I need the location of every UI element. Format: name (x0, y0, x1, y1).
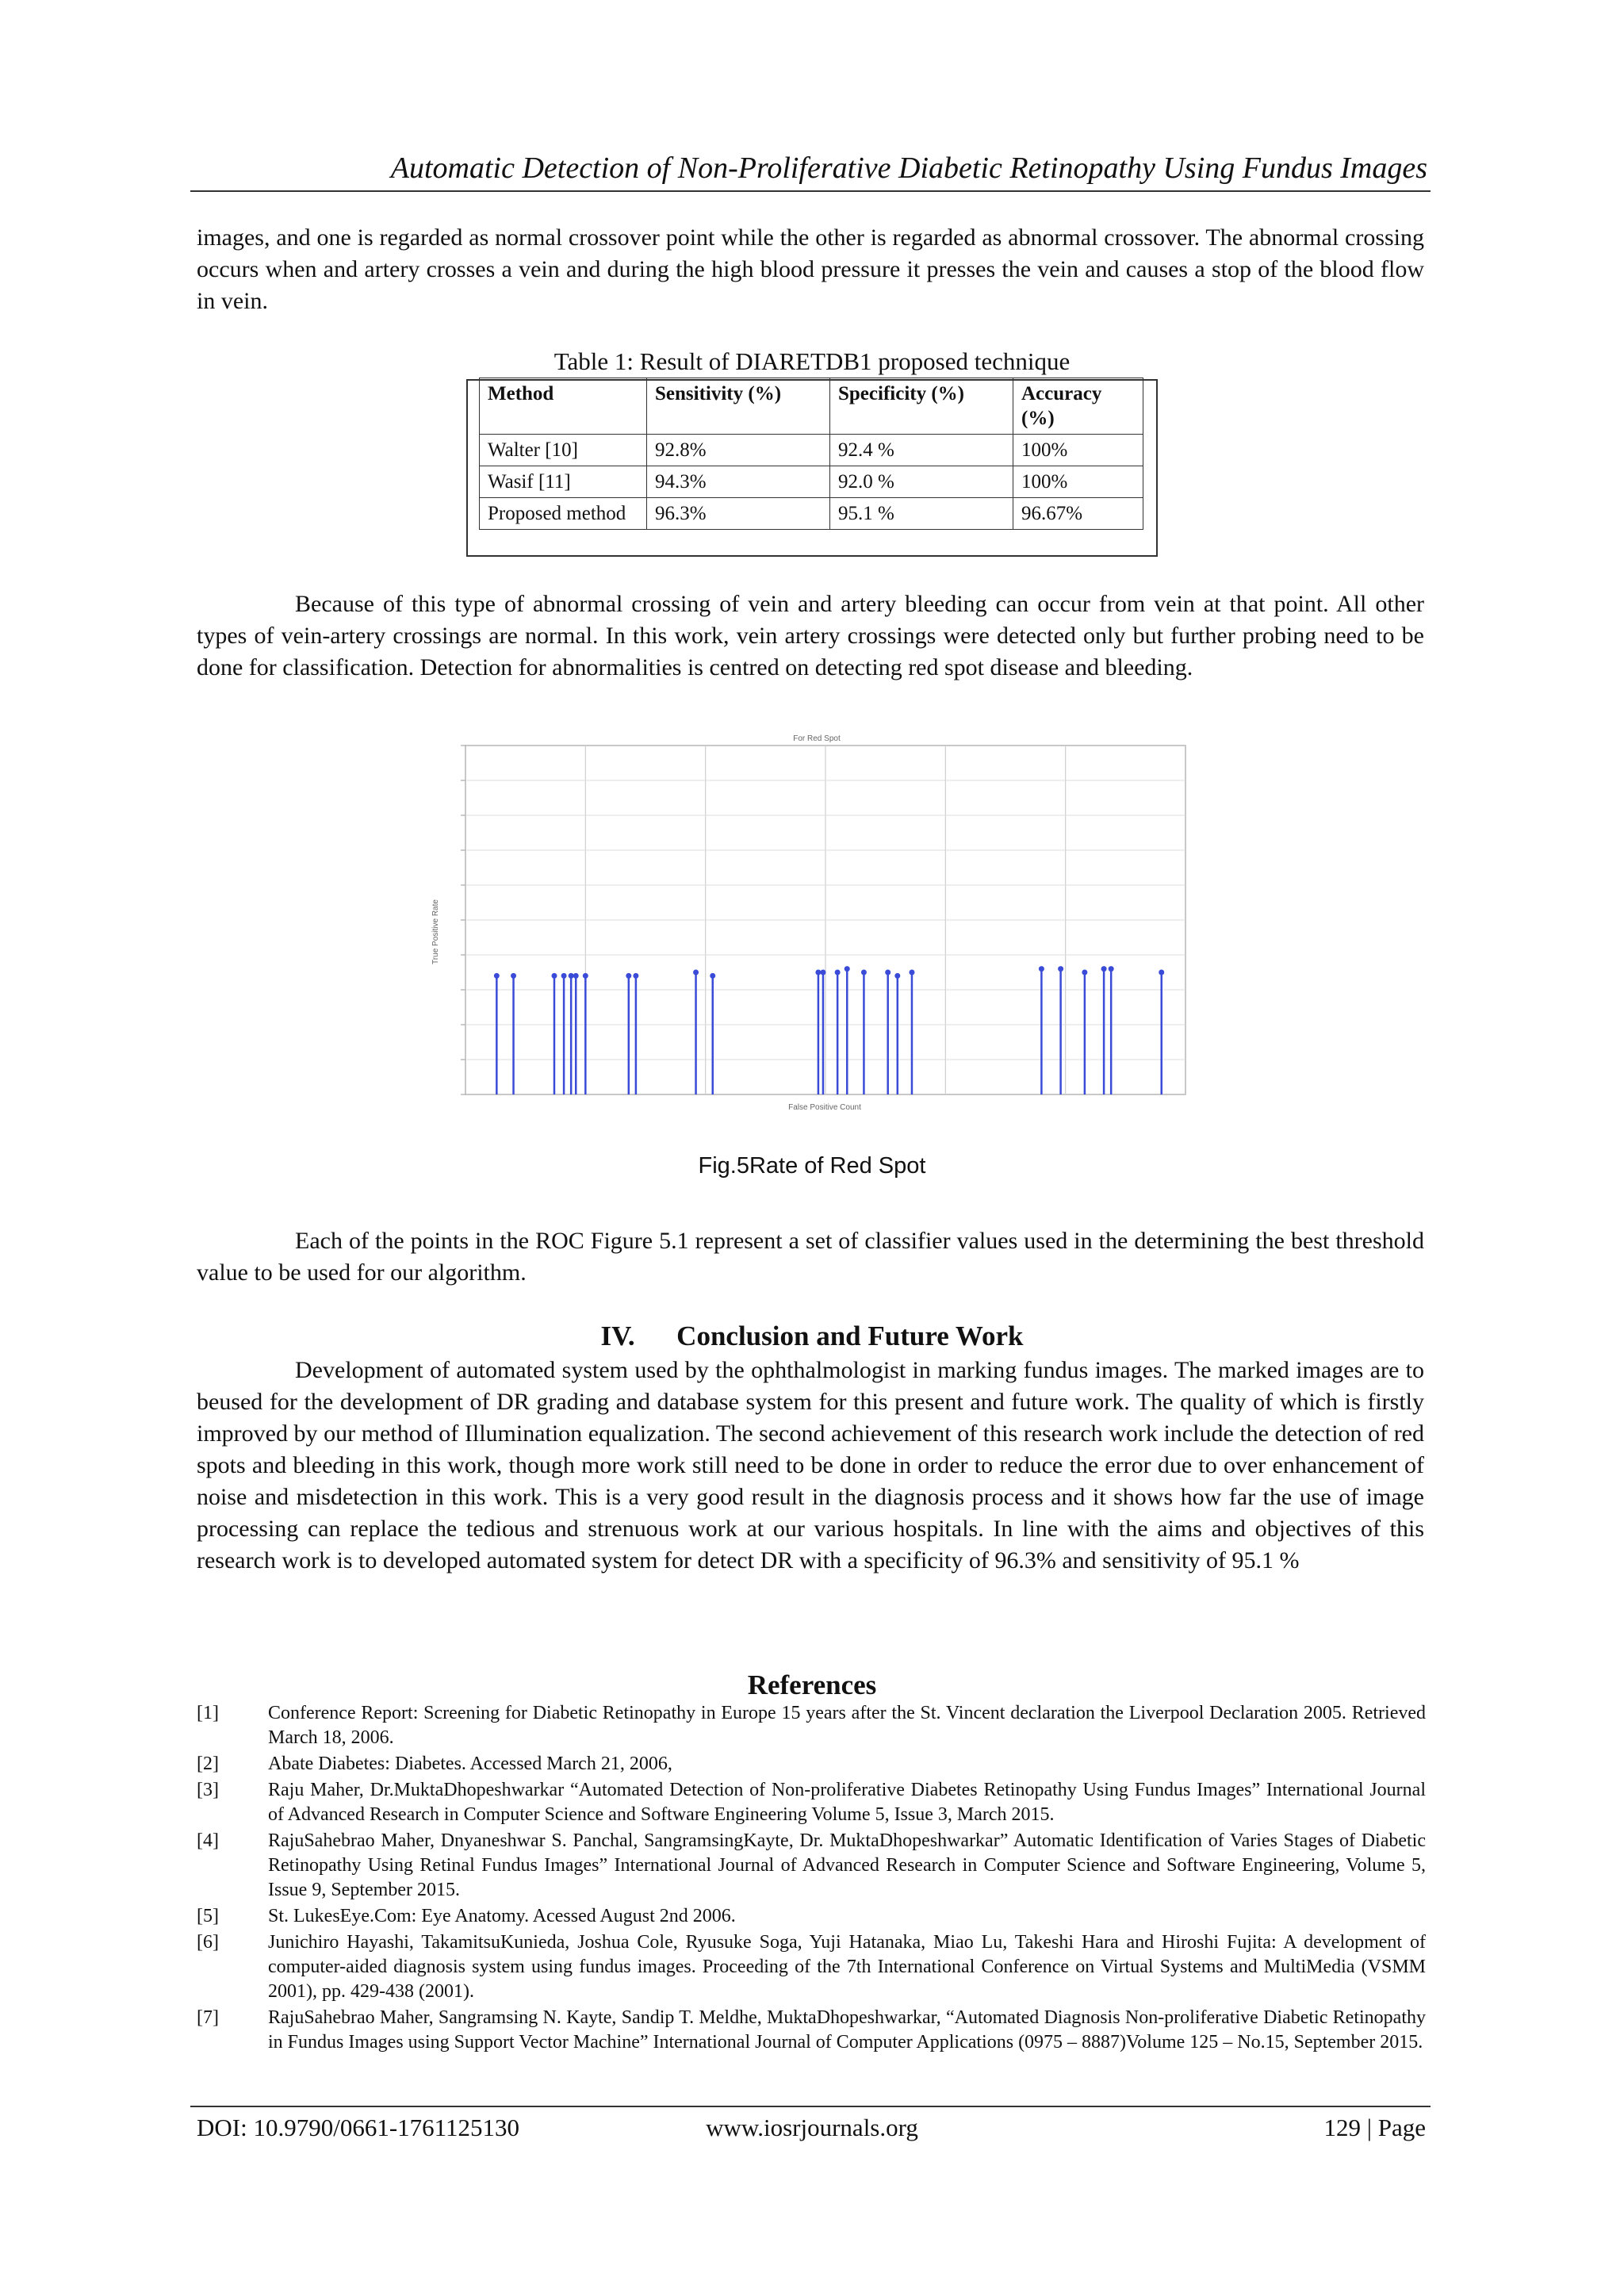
paragraph-3 (197, 1225, 1424, 1289)
bar-marker (626, 973, 631, 979)
reference-text: RajuSahebrao Maher, Dnyaneshwar S. Panchal, SangramsingKayte, Dr. MuktaDhopeshwarkar” Automatic Identification of Varies Stages of Diabetic Retinopathy Using Retinal Fundus Images” International Journal of Advanced Research in Computer Science and Software Engineering, Volume 5, Issue 9, September 2015. (268, 1830, 1426, 1900)
bar-marker (569, 973, 574, 979)
reference-item (197, 1778, 1426, 1827)
footer-rule (190, 2106, 1431, 2107)
header-rule (190, 190, 1431, 192)
reference-text: Junichiro Hayashi, TakamitsuKunieda, Joshua Cole, Ryusuke Soga, Yuji Hatanaka, Miao Lu, Takeshi Hara and Hiroshi Fujita: A development of computer-aided diagnosis system using fundus images. Proceeding of the 7th International Conference on Virtual Systems and MultiMedia (VSMM 2001), pp. 429-438 (2001). (268, 1932, 1426, 2002)
bar-marker (894, 973, 900, 979)
red-spot-chart (420, 730, 1205, 1122)
table-header-cell: Specificity (%) (830, 378, 1013, 435)
bar-marker (583, 973, 588, 979)
paragraph-3-text: Each of the points in the ROC Figure 5.1 represent a set of classifier values used in the determining the best threshold value to be used for our algorithm. (197, 1228, 1424, 1286)
table-cell: Proposed method (480, 498, 647, 530)
table-cell: 100% (1013, 435, 1143, 466)
bar-marker (561, 973, 567, 979)
table-cell: 95.1 % (830, 498, 1013, 530)
figure-caption: Fig.5Rate of Red Spot (698, 1153, 926, 1179)
bar-marker (511, 973, 516, 979)
table-cell: 100% (1013, 466, 1143, 498)
bar-marker (861, 970, 867, 976)
table-cell: 92.0 % (830, 466, 1013, 498)
paragraph-4-text: Development of automated system used by the ophthalmologist in marking fundus images. The marked images are to beused for the development of DR grading and database system for this present and future work. The quality of which is firstly improved by our method of Illumination equalization. The second achievement of this research work include the detection of red spots and bleeding in this work, though more work still need to be done in order to reduce the error due to over enhancement of noise and misdetection in this work. This is a very good result in the diagnosis process and it shows how far the use of image processing can replace the tedious and strenuous work at our various hospitals. In line with the aims and objectives of this research work is to developed automated system for detect DR with a specificity of 96.3% and sensitivity of 95.1 % (197, 1357, 1424, 1573)
reference-number: [3] (197, 1780, 219, 1800)
chart-title: For Red Spot (793, 734, 841, 743)
reference-item (197, 1701, 1426, 1750)
table-header-cell: Accuracy (%) (1013, 378, 1143, 435)
table-header-cell: Sensitivity (%) (647, 378, 830, 435)
bar-marker (835, 970, 841, 976)
reference-text: RajuSahebrao Maher, Sangramsing N. Kayte, Sandip T. Meldhe, MuktaDhopeshwarkar, “Automated Diagnosis Non-proliferative Diabetic Retinopathy in Fundus Images using Support Vector Machine” International Journal of Computer Applications (0975 – 8887)Volume 125 – No.15, September 2015. (268, 2007, 1426, 2053)
bar-marker (1082, 970, 1087, 976)
bar-marker (710, 973, 715, 979)
table-cell: 94.3% (647, 466, 830, 498)
bar-marker (845, 966, 850, 972)
paragraph-2 (197, 588, 1424, 684)
table-cell: 96.67% (1013, 498, 1143, 530)
bar-marker (551, 973, 557, 979)
bar-marker (1159, 970, 1164, 976)
footer-page-number: 129 | Page (1323, 2114, 1426, 2141)
running-header: Automatic Detection of Non-Proliferative Diabetic Retinopathy Using Fundus Images (390, 151, 1427, 185)
paragraph-1-text: images, and one is regarded as normal crossover point while the other is regarded as abnormal crossover. The abnormal crossing occurs when and artery crosses a vein and during the high blood pressure it presses the vein and causes a stop of the blood flow in vein. (197, 224, 1424, 314)
table-header-cell: Method (480, 378, 647, 435)
reference-item (197, 1904, 1426, 1929)
table-cell: 92.8% (647, 435, 830, 466)
bar-marker (573, 973, 579, 979)
reference-item (197, 1752, 1426, 1777)
reference-number: [7] (197, 2007, 219, 2028)
reference-list (197, 1701, 1426, 2056)
bar-marker (815, 970, 821, 976)
results-table (479, 378, 1143, 530)
reference-number: [6] (197, 1932, 219, 1953)
table-cell: 92.4 % (830, 435, 1013, 466)
table-header-row (480, 378, 1143, 435)
reference-item (197, 2006, 1426, 2055)
paragraph-2-text: Because of this type of abnormal crossing of vein and artery bleeding can occur from vein at that point. All other types of vein-artery crossings are normal. In this work, vein artery crossings were detected only but further probing need to be done for classification. Detection for abnormalities is centred on detecting red spot disease and bleeding. (197, 591, 1424, 680)
bar-marker (820, 970, 825, 976)
bar-marker (885, 970, 891, 976)
references-title: References (747, 1669, 877, 1700)
table-row (480, 466, 1143, 498)
chart-xlabel: False Positive Count (788, 1103, 861, 1112)
reference-text: Abate Diabetes: Diabetes. Accessed March 21, 2006, (268, 1754, 672, 1774)
bar-marker (633, 973, 638, 979)
table-cell: 96.3% (647, 498, 830, 530)
bar-marker (1109, 966, 1114, 972)
table-cell: Wasif [11] (480, 466, 647, 498)
reference-item (197, 1930, 1426, 2004)
section-title: IV. Conclusion and Future Work (600, 1320, 1024, 1351)
bar-marker (1039, 966, 1044, 972)
bar-marker (693, 970, 699, 976)
reference-number: [1] (197, 1703, 219, 1723)
reference-item (197, 1829, 1426, 1903)
reference-text: Raju Maher, Dr.MuktaDhopeshwarkar “Automated Detection of Non-proliferative Diabetes Retinopathy Using Fundus Images” International Journal of Advanced Research in Computer Science and Software Engineering Volume 5, Issue 3, March 2015. (268, 1780, 1426, 1825)
footer-doi: DOI: 10.9790/0661-1761125130 (197, 2114, 519, 2141)
chart-ylabel: True Positive Rate (431, 899, 440, 964)
reference-text: St. LukesEye.Com: Eye Anatomy. Acessed August 2nd 2006. (268, 1906, 736, 1926)
bar-marker (1101, 966, 1107, 972)
table-row (480, 498, 1143, 530)
table-row (480, 435, 1143, 466)
paragraph-1 (197, 222, 1424, 317)
bar-marker (1058, 966, 1063, 972)
reference-number: [4] (197, 1830, 219, 1851)
table-caption: Table 1: Result of DIARETDB1 proposed technique (553, 347, 1071, 375)
reference-number: [5] (197, 1906, 219, 1926)
reference-text: Conference Report: Screening for Diabetic Retinopathy in Europe 15 years after the St. Vincent declaration the Liverpool Declaration 2005. Retrieved March 18, 2006. (268, 1703, 1426, 1748)
footer-website: www.iosrjournals.org (706, 2114, 918, 2141)
bar-marker (494, 973, 500, 979)
paragraph-4 (197, 1355, 1424, 1577)
table-cell: Walter [10] (480, 435, 647, 466)
bar-marker (909, 970, 914, 976)
reference-number: [2] (197, 1754, 219, 1774)
